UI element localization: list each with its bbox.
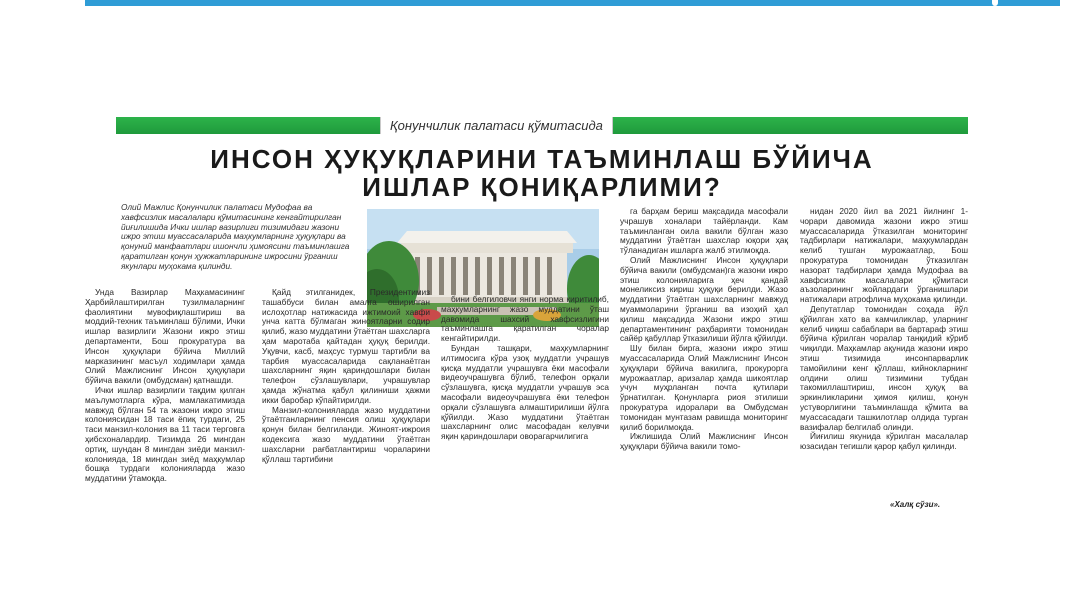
headline-line-2: ИШЛАР ҚОНИҚАРЛИМИ? bbox=[362, 172, 722, 202]
paragraph: Қайд этилганидек, Президентимиз ташаббуси билан амалга оширилган ислоҳотлар натижасида ижтимоий хавфи унча катта бўлмаган жиноятларни содир қилиб, жазо муддатини ўтаётган шахсларга ҳам маротаба қайтадан ҳуқуқ берилди. Уқувчи, касб, маҳсус турмуш тартибли ва тарбия муассасаларида сақланаётган шахсларнинг яқин қариндошлари билан телефон сўзлашувлари, учрашувлар ҳамда жўнатма қабул қилиниши ҳажми икки баробар кўпайтирилди. bbox=[262, 287, 430, 405]
paragraph: Депутатлар томонидан соҳада йўл қўйилган хато ва камчиликлар, уларнинг келиб чиқиш сабаблари ва бартараф этиш бўйича кўрилган чоралар танқидий кўриб чиқилди. Маҳкамлар ақунида жазони ижро этиш тизимида инсонпарварлик тамойилини кенг қўллаш, кийнокларнинг олдини олиш тизимини тубдан такомиллаштириш, инсон ҳуқуқ ва эркинликларини ҳимоя қилиш, қонун устуворлигини таъминлашда қўмита ва муассасадаги ташкилотлар олдида турган вазифалар белгилаб олинди. bbox=[800, 303, 968, 432]
top-accent-bar bbox=[85, 0, 1060, 6]
article-headline bbox=[116, 145, 968, 201]
paragraph: Унда Вазирлар Маҳкамасининг Ҳарбийлаштирилган тузилмаларнинг фаолиятини мувофиқлаштириш ва моддий-техник таъминлаш бўлими, Ички ишлар вазирлиги Жазони ижро этиш департаменти, Бош прокуратура ва Инсон ҳуқуқлари бўйича Миллий марказининг масъул ходимлари ҳамда Олий Мажлиснинг Инсон ҳуқуқлари бўйича вакили (омбудсман) қатнашди. bbox=[85, 287, 245, 386]
article-column-2 bbox=[262, 288, 430, 464]
article-column-5 bbox=[800, 207, 968, 452]
paragraph: бини белгиловчи янги норма киритилиб, маҳкумларнинг жазо муддатини ўташ давомида шахсий хавфсизлигини таъминлашга қаратилган чоралар кенгайтирилди. bbox=[441, 294, 609, 344]
rubric-label: Қонунчилик палатаси қўмитасида bbox=[380, 117, 613, 134]
paragraph: Ижлишида Олий Мажлиснинг Инсон ҳуқуқлари бўйича вакили томо- bbox=[620, 431, 788, 452]
paragraph: Олий Мажлиснинг Инсон ҳуқуқлари бўйича вакили (омбудсман)га жазони ижро этиш колонияларига ҳеч қандай монеликсиз кириш ҳуқуқи берилди. Жазо муддатини ўтаётган шахсларнинг мавжуд муаммоларини ўрганиш ва изоҳий ҳал қилиш мақсадида Жазони ижро этиш департаментининг раҳбарияти томонидан сайёр қабуллар ўтказилиши йўлга қўйилди. bbox=[620, 254, 788, 344]
article-column-3 bbox=[441, 295, 609, 442]
paragraph: Манзил-колонияларда жазо муддатини ўтаётганларнинг пенсия олиш ҳуқуқлари қонун билан белгиланди. Жиноят-ижроия кодексига жазо муддатини ўтаётган шахсларни рағбатлантириш чораларини қўллаш тартибини bbox=[262, 404, 430, 464]
top-accent-notch bbox=[992, 0, 998, 6]
rubric-bar bbox=[116, 117, 968, 134]
source-signature: «Халқ сўзи». bbox=[890, 500, 941, 509]
paragraph: Бундан ташқари, маҳкумларнинг илтимосига кўра узоқ муддатли учрашув қисқа муддатли учрашувга ёки масофали видеоучрашувга бўлиб, телефон орқали сўзлашувга, қисқа муддатли учрашув эса масофали видеоучрашувга ёки телефон орқали сўзлашувга алмаштирилиши йўлга қўйилди. Жазо муддатини ўтаётган шахсларнинг олис масофадан келувчи яқин қариндошлари оворагарчилигига bbox=[441, 342, 609, 442]
article-column-1 bbox=[85, 288, 245, 484]
paragraph: га барҳам бериш мақсадида масофали учрашув хоналари тайёрланди. Кам таъминланган оила вакили бўлган жазо муддатини ўтаётган шахслар юқори ҳақ тўланадиган ишларга жалб этилмоқда. bbox=[620, 206, 788, 256]
article-column-4 bbox=[620, 207, 788, 452]
paragraph: Ички ишлар вазирлиги тақдим қилган маълумотларга кўра, мамлакатимизда мавжуд бўлган 54 та жазони ижро этиш колониясидан 18 таси ёпиқ турдаги, 25 таси манзил-колония ва 11 таси терговга ҳибсхоналардир. Тизимда 26 мингдан ортиқ, шундан 8 мингдан зиёди манзил-колонияда, 18 мингдан зиёд маҳкумлар бошқа турдаги колонияларда жазо муддатини ўтамоқда. bbox=[85, 384, 245, 484]
paragraph: Шу билан бирга, жазони ижро этиш муассасаларида Олий Мажлиснинг Инсон ҳуқуқлари бўйича вакилига, прокурорга мурожаатлар, аризалар ҳамда шикоятлар учун муҳрланган почта қутилари ўрнатилган. Қонунларга риоя этилиши прокуратура идоралари ва Омбудсман томонидан мунтазам равишда мониторинг қилиб борилмоқда. bbox=[620, 343, 788, 432]
article-lead: Олий Мажлис Қонунчилик палатаси Мудофаа ва хавфсизлик масалалари қўмитасининг кенгайтирилган йиғилишида Ички ишлар вазирлиги тизимидаги жазони ижро этиш муассасаларида маҳкумларнинг ҳуқуқлари ва қонуний манфаатлари ишончли ҳимоясини таъминлашга қаратилган қонун ҳужжатларининг ижросини ўрганиш якунлари муҳокама қилинди. bbox=[121, 202, 350, 271]
paragraph: нидан 2020 йил ва 2021 йилнинг 1-чорари давомида жазони ижро этиш муассасаларида ўтказилган мониторинг тадбирлари натижалари, маҳкумлардан келиб тушган мурожаатлар, Бош прокуратура томонидан ўтказилган назорат тадбирлари ҳамда Мудофаа ва хавфсизлик масалалари қўмитаси аъзоларининг жойлардаги ўрганишлари натижалари атрофлича муҳокама қилинди. bbox=[800, 206, 968, 305]
headline-line-1: ИНСОН ҲУҚУҚЛАРИНИ ТАЪМИНЛАШ БЎЙИЧА bbox=[210, 144, 874, 174]
paragraph: Йиғилиш якунида кўрилган масалалар юзасидан тегишли қарор қабул қилинди. bbox=[800, 431, 968, 452]
